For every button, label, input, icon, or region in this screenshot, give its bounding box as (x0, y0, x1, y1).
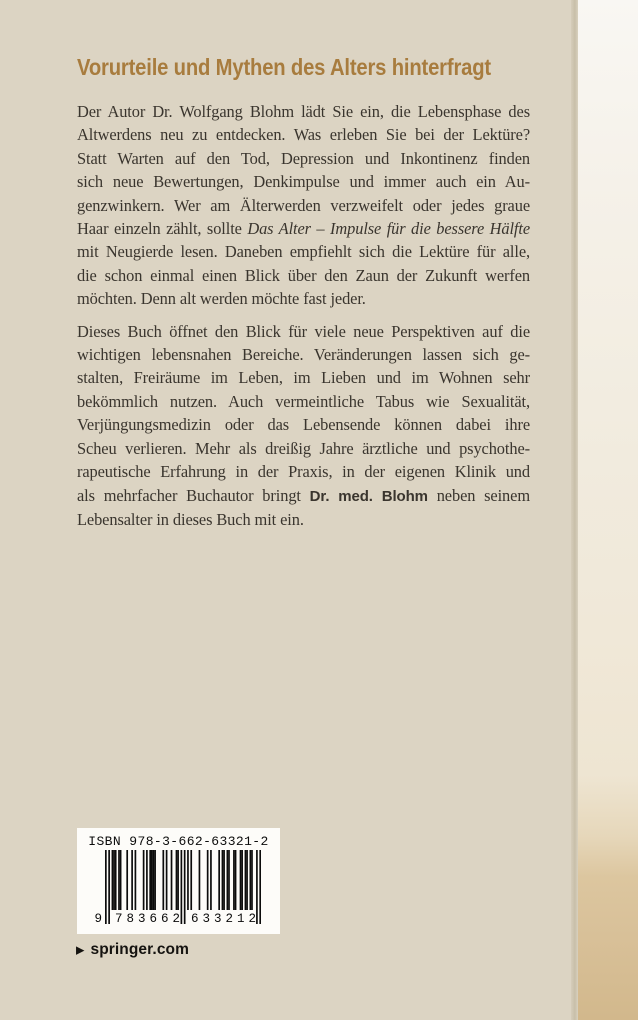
cover-edge-shadow (571, 0, 578, 1020)
barcode-digit-group1: 783662 (111, 912, 179, 927)
text-line: Haar einzeln zählt, sollte Das Alter – Impulse für die bessere Hälfte (77, 219, 530, 239)
isbn-barcode-block (77, 828, 280, 934)
publisher-footer (76, 941, 189, 959)
cover-photo-strip (578, 0, 638, 1020)
text-line: stalten, Freiräume im Leben, im Lieben und im Wohnen sehr (77, 368, 530, 388)
text-line: Verjüngungsmedizin oder das Lebensende können dabei ihre (77, 415, 530, 435)
text-line: Statt Warten auf den Tod, Depression und Inkontinenz finden (77, 148, 530, 168)
text-line: die schon einmal einen Blick über den Zaun der Zukunft werfen (77, 265, 530, 285)
triangle-bullet-icon: ▶ (76, 944, 85, 956)
barcode-digit-lead: 9 (94, 912, 102, 926)
text-line: Lebensalter in dieses Buch mit ein. (77, 509, 304, 529)
text-line: als mehrfacher Buchautor bringt Dr. med. Blohm neben seinem (77, 485, 530, 505)
text-line: bekömmlich nutzen. Auch vermeintliche Tabus wie Sexualität, (77, 391, 530, 411)
paragraph (77, 320, 530, 532)
text-line: rapeutische Erfahrung in der Praxis, in der eigenen Klinik und (77, 462, 530, 482)
isbn-label: ISBN 978-3-662-63321-2 (88, 834, 269, 849)
text-line: Scheu verlieren. Mehr als dreißig Jahre ärztliche und psychothe- (77, 438, 530, 458)
text-line: wichtigen lebensnahen Bereiche. Veränderungen lassen sich ge- (77, 345, 530, 365)
paragraph (77, 100, 530, 311)
text-line: Dieses Buch öffnet den Blick für viele neue Perspektiven auf die (77, 321, 530, 341)
barcode-digit-group2: 633212 (187, 912, 256, 927)
text-line: mit Neugierde lesen. Daneben empfiehlt sich die Lektüre für alle, (77, 242, 530, 262)
back-cover-heading: Vorurteile und Mythen des Alters hinterfragt (77, 54, 491, 80)
text-line: möchten. Denn alt werden möchte fast jeder. (77, 289, 366, 309)
publisher-url: springer.com (90, 941, 190, 958)
text-line: genzwinkern. Wer am Älterwerden verzweifelt oder jedes graue (77, 195, 530, 215)
text-line: sich neue Bewertungen, Denkimpulse und immer auch ein Au- (77, 172, 530, 192)
text-line: Der Autor Dr. Wolfgang Blohm lädt Sie ein, die Lebensphase des (77, 102, 530, 121)
back-copy (77, 100, 530, 540)
text-line: Altwerdens neu zu entdecken. Was erleben Sie bei der Lektüre? (77, 125, 530, 145)
